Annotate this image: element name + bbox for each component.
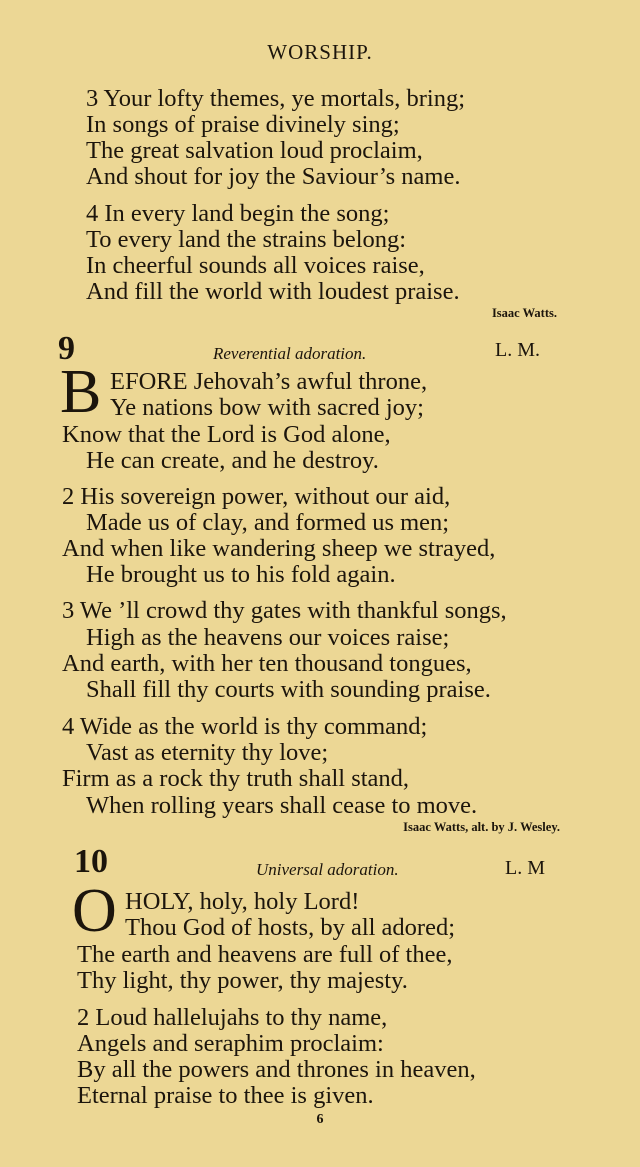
verse-line: In songs of praise divinely sing;: [86, 111, 400, 138]
verse-line: And when like wandering sheep we strayed,: [62, 535, 496, 562]
verse-line: In cheerful sounds all voices raise,: [86, 252, 425, 279]
verse-line: He can create, and he destroy.: [86, 447, 379, 474]
verse-line: He brought us to his fold again.: [86, 561, 396, 588]
hymn-title: Universal adoration.: [256, 860, 399, 879]
verse-line: And fill the world with loudest praise.: [86, 278, 460, 305]
verse-line: And earth, with her ten thousand tongues,: [62, 650, 472, 677]
hymn-number: 9: [58, 330, 75, 367]
verse-line: The earth and heavens are full of thee,: [77, 941, 453, 968]
page-number: 6: [316, 1112, 324, 1127]
hymn-number: 10: [74, 843, 108, 880]
drop-cap: O: [72, 877, 117, 945]
verse-line: High as the heavens our voices raise;: [86, 624, 450, 651]
verse-line: 4 In every land begin the song;: [86, 200, 390, 227]
verse-line: EFORE Jehovah’s awful throne,: [110, 368, 428, 395]
verse-line: Thou God of hosts, by all adored;: [125, 914, 456, 941]
verse-line: The great salvation loud proclaim,: [86, 137, 423, 164]
verse-line: 3 We ’ll crowd thy gates with thankful songs,: [62, 597, 507, 624]
verse-line: To every land the strains belong:: [86, 226, 407, 253]
hymn-meter: L. M.: [495, 339, 540, 361]
hymn-title: Reverential adoration.: [213, 344, 367, 363]
verse-line: Ye nations bow with sacred joy;: [110, 394, 424, 421]
attribution: Isaac Watts, alt. by J. Wesley.: [403, 820, 560, 834]
verse-line: By all the powers and thrones in heaven,: [77, 1056, 476, 1083]
hymn-meter: L. M: [505, 857, 545, 879]
verse-line: 2 Loud hallelujahs to thy name,: [77, 1004, 388, 1031]
verse-line: Firm as a rock thy truth shall stand,: [62, 765, 410, 792]
verse-line: Know that the Lord is God alone,: [62, 421, 391, 448]
verse-line: Shall fill thy courts with sounding praise.: [86, 676, 491, 703]
verse-line: HOLY, holy, holy Lord!: [125, 888, 360, 915]
attribution: Isaac Watts.: [491, 306, 557, 320]
drop-cap: B: [60, 358, 102, 426]
verse-line: Made us of clay, and formed us men;: [86, 509, 450, 536]
verse-line: And shout for joy the Saviour’s name.: [86, 163, 461, 190]
verse-line: Eternal praise to thee is given.: [77, 1082, 374, 1109]
page-header: WORSHIP.: [267, 40, 373, 64]
verse-line: When rolling years shall cease to move.: [86, 792, 478, 819]
verse-line: Thy light, thy power, thy majesty.: [77, 967, 408, 994]
verse-line: 3 Your lofty themes, ye mortals, bring;: [86, 85, 466, 112]
verse-line: 2 His sovereign power, without our aid,: [62, 483, 451, 510]
verse-line: Angels and seraphim proclaim:: [77, 1030, 384, 1057]
verse-line: Vast as eternity thy love;: [86, 739, 329, 766]
verse-line: 4 Wide as the world is thy command;: [62, 713, 428, 740]
